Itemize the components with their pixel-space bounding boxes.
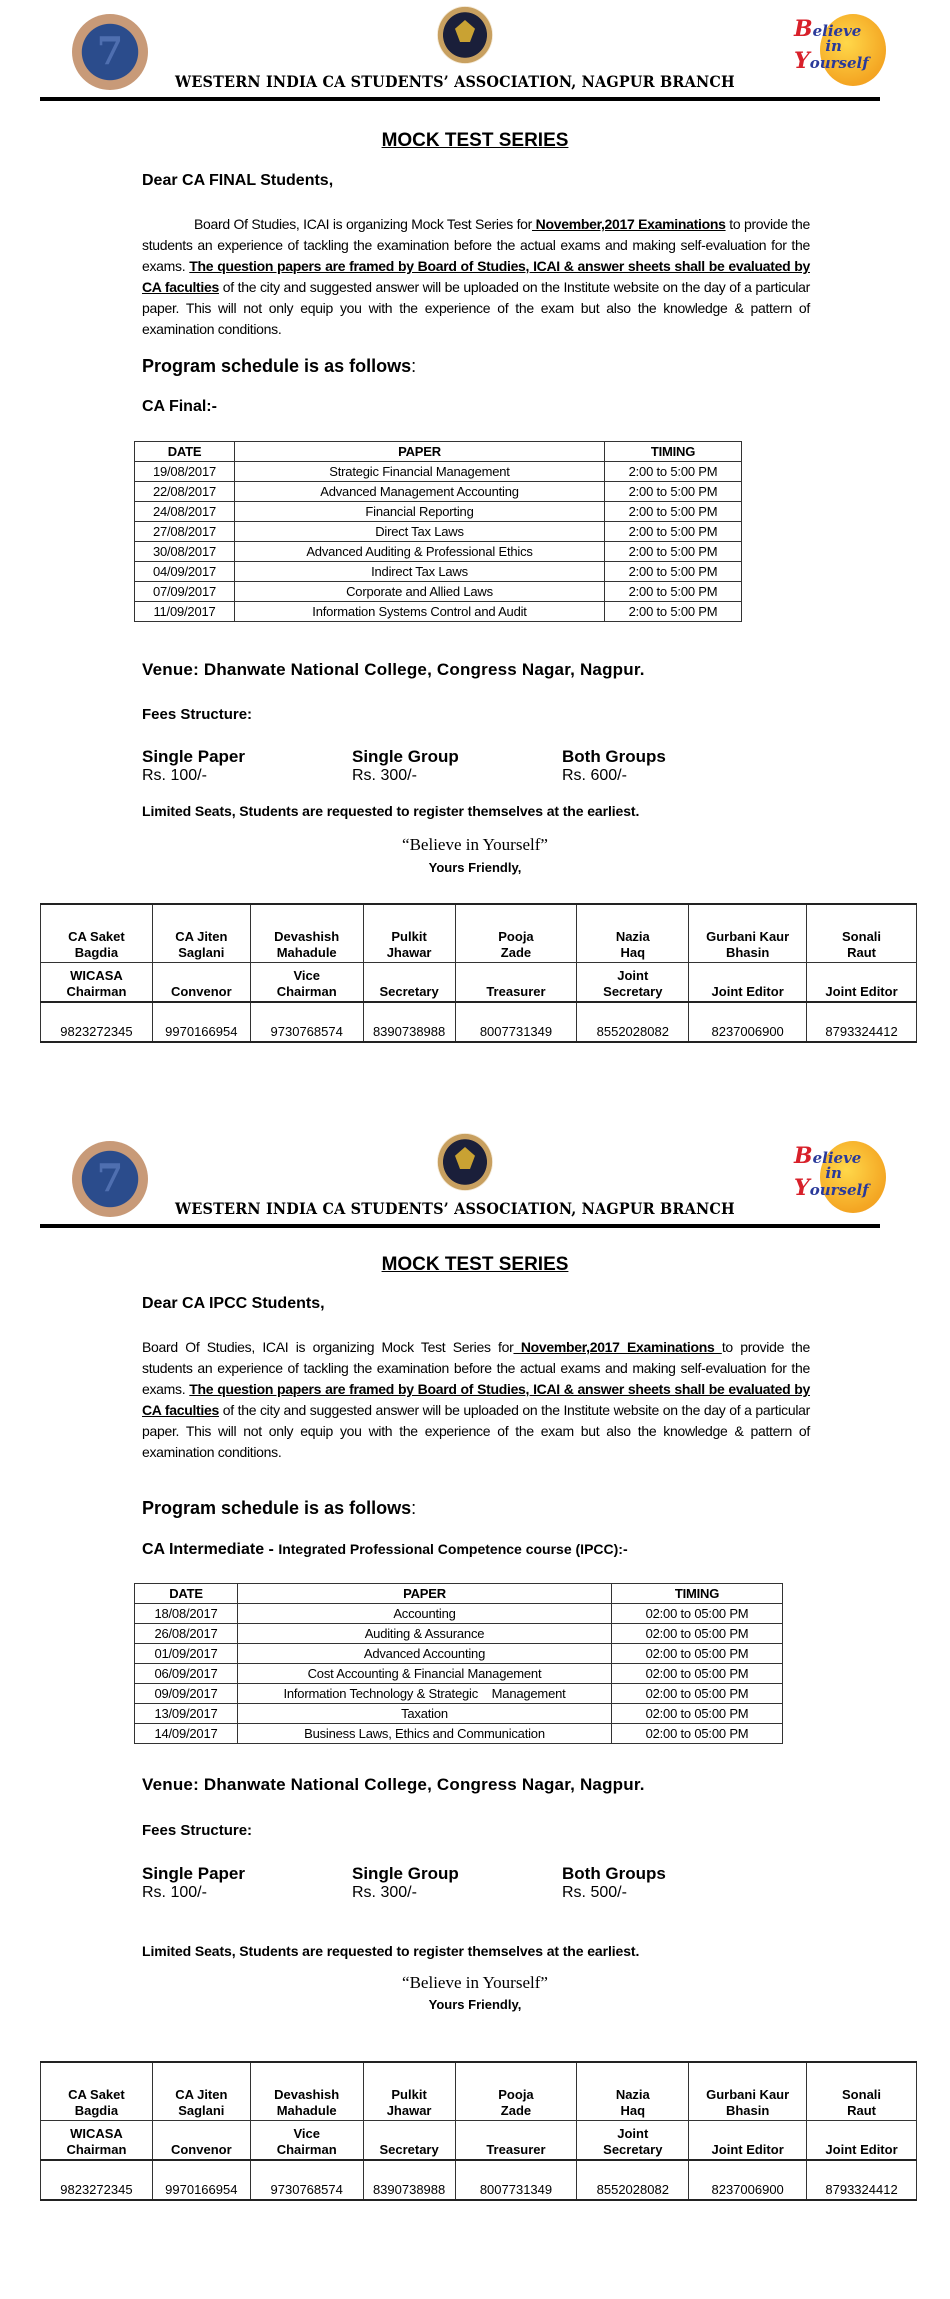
paper-cell: Taxation [238, 1704, 612, 1724]
member-name: Sonali Raut [807, 2062, 917, 2120]
course-heading: CA Final:- [142, 398, 217, 415]
fee-both-groups: Both Groups Rs. 600/- [562, 747, 666, 784]
date-cell: 09/09/2017 [135, 1684, 238, 1704]
column-header-paper: PAPER [235, 442, 605, 462]
date-cell: 06/09/2017 [135, 1664, 238, 1684]
timing-cell: 2:00 to 5:00 PM [605, 562, 742, 582]
member-role: Joint Editor [689, 2120, 807, 2160]
evaluation-highlight: The question papers are framed by Board of Studies, ICAI & answer sheets shall be evaluated by CA faculties [142, 258, 810, 295]
column-header-paper: PAPER [238, 1584, 612, 1604]
date-cell: 22/08/2017 [135, 482, 235, 502]
schedule-table [134, 1583, 783, 1744]
member-name: CA Saket Bagdia [41, 2062, 153, 2120]
venue: Venue: Dhanwate National College, Congress Nagar, Nagpur. [142, 660, 645, 679]
member-role: Joint Secretary [577, 2120, 689, 2160]
paper-cell: Advanced Management Accounting [235, 482, 605, 502]
program-heading: Program schedule is as follows: [142, 1498, 417, 1518]
schedule-table [134, 441, 742, 622]
fee-single-paper: Single Paper Rs. 100/- [142, 1864, 245, 1901]
date-cell: 07/09/2017 [135, 582, 235, 602]
timing-cell: 02:00 to 05:00 PM [612, 1684, 783, 1704]
organization-name: WESTERN INDIA CA STUDENTS’ ASSOCIATION, NAGPUR BRANCH [175, 72, 735, 91]
member-role: Secretary [363, 962, 455, 1002]
timing-cell: 2:00 to 5:00 PM [605, 522, 742, 542]
exam-session-highlight: November,2017 Examinations [532, 216, 726, 232]
member-role: Treasurer [455, 962, 577, 1002]
schedule-row [135, 522, 742, 542]
motto-quote: “Believe in Yourself” [402, 1973, 548, 1992]
paper-cell: Corporate and Allied Laws [235, 582, 605, 602]
schedule-row [135, 1664, 783, 1684]
date-cell: 26/08/2017 [135, 1624, 238, 1644]
column-header-date: DATE [135, 1584, 238, 1604]
letterhead [0, 0, 950, 100]
member-phone: 8007731349 [455, 1002, 577, 1042]
member-role: Joint Secretary [577, 962, 689, 1002]
committee-table [40, 2061, 917, 2201]
flyer-page [0, 0, 950, 1127]
date-cell: 04/09/2017 [135, 562, 235, 582]
greeting: Dear CA FINAL Students, [142, 172, 334, 189]
member-name: CA Jiten Saglani [152, 904, 250, 962]
member-name: Nazia Haq [577, 2062, 689, 2120]
schedule-row [135, 562, 742, 582]
paper-cell: Indirect Tax Laws [235, 562, 605, 582]
fee-single-group: Single Group Rs. 300/- [352, 747, 459, 784]
member-phone: 9730768574 [250, 1002, 363, 1042]
member-phone: 8390738988 [363, 2160, 455, 2200]
page-title: MOCK TEST SERIES [381, 1254, 569, 1275]
member-name: Nazia Haq [577, 904, 689, 962]
limited-seats-note: Limited Seats, Students are requested to register themselves at the earliest. [142, 803, 640, 819]
timing-cell: 02:00 to 05:00 PM [612, 1724, 783, 1744]
header-divider [40, 1224, 880, 1228]
page-title: MOCK TEST SERIES [381, 130, 569, 151]
committee-table [40, 903, 917, 1043]
fee-single-paper: Single Paper Rs. 100/- [142, 747, 245, 784]
fee-both-groups: Both Groups Rs. 500/- [562, 1864, 666, 1901]
paper-cell: Financial Reporting [235, 502, 605, 522]
limited-seats-note: Limited Seats, Students are requested to register themselves at the earliest. [142, 1943, 640, 1959]
member-name: Pulkit Jhawar [363, 2062, 455, 2120]
schedule-row [135, 1604, 783, 1624]
member-name: CA Jiten Saglani [152, 2062, 250, 2120]
member-phone: 8237006900 [689, 1002, 807, 1042]
date-cell: 19/08/2017 [135, 462, 235, 482]
date-cell: 01/09/2017 [135, 1644, 238, 1664]
committee-phones-row [41, 1002, 917, 1042]
member-phone: 9823272345 [41, 2160, 153, 2200]
wicasa-hands-logo-icon: 7 [72, 1141, 148, 1217]
member-phone: 9970166954 [152, 1002, 250, 1042]
course-heading: CA Intermediate - Integrated Professional Competence course (IPCC):- [142, 1541, 628, 1558]
sign-off: Yours Friendly, [428, 860, 522, 875]
timing-cell: 2:00 to 5:00 PM [605, 502, 742, 522]
paper-cell: Strategic Financial Management [235, 462, 605, 482]
member-role: Convenor [152, 962, 250, 1002]
member-role: Vice Chairman [250, 962, 363, 1002]
column-header-date: DATE [135, 442, 235, 462]
member-phone: 8552028082 [577, 2160, 689, 2200]
member-role: Vice Chairman [250, 2120, 363, 2160]
believe-in-yourself-logo-icon: Believe in Yourself [784, 4, 894, 90]
date-cell: 14/09/2017 [135, 1724, 238, 1744]
program-heading: Program schedule is as follows: [142, 356, 417, 376]
timing-cell: 2:00 to 5:00 PM [605, 582, 742, 602]
evaluation-highlight: The question papers are framed by Board of Studies, ICAI & answer sheets shall be evaluated by CA faculties [142, 1381, 810, 1418]
member-name: Pooja Zade [455, 904, 577, 962]
member-phone: 8793324412 [807, 1002, 917, 1042]
member-phone: 8007731349 [455, 2160, 577, 2200]
member-role: Convenor [152, 2120, 250, 2160]
date-cell: 13/09/2017 [135, 1704, 238, 1724]
schedule-row [135, 502, 742, 522]
date-cell: 27/08/2017 [135, 522, 235, 542]
member-phone: 8390738988 [363, 1002, 455, 1042]
timing-cell: 2:00 to 5:00 PM [605, 542, 742, 562]
paper-cell: Auditing & Assurance [238, 1624, 612, 1644]
header-divider [40, 97, 880, 101]
schedule-row [135, 1704, 783, 1724]
schedule-row [135, 582, 742, 602]
flyer-page [0, 1127, 950, 2254]
member-role: WICASA Chairman [41, 2120, 153, 2160]
intro-paragraph: Board Of Studies, ICAI is organizing Mock Test Series for November,2017 Examinations to provide the students an experience of tackling the examination before the actual exams and making self-evaluation for the exams. The question papers are framed by Board of Studies, ICAI & answer sheets shall be evaluated by CA faculties of the city and suggested answer will be uploaded on the Institute website on the day of a particular paper. This will not only equip you with the experience of the exam but also the knowledge & pattern of examination conditions. [142, 216, 810, 337]
timing-cell: 02:00 to 05:00 PM [612, 1604, 783, 1624]
fees-heading: Fees Structure: [142, 1822, 253, 1839]
schedule-row [135, 542, 742, 562]
member-role: Secretary [363, 2120, 455, 2160]
member-role: WICASA Chairman [41, 962, 153, 1002]
committee-roles-row [41, 2120, 917, 2160]
fee-single-group: Single Group Rs. 300/- [352, 1864, 459, 1901]
paper-cell: Advanced Auditing & Professional Ethics [235, 542, 605, 562]
schedule-header-row [135, 442, 742, 462]
member-role: Joint Editor [807, 962, 917, 1002]
paper-cell: Information Technology & Strategic Management [238, 1684, 612, 1704]
schedule-header-row [135, 1584, 783, 1604]
committee-names-row [41, 904, 917, 962]
timing-cell: 2:00 to 5:00 PM [605, 462, 742, 482]
column-header-timing: TIMING [605, 442, 742, 462]
schedule-row [135, 1644, 783, 1664]
schedule-row [135, 462, 742, 482]
member-name: Sonali Raut [807, 904, 917, 962]
committee-phones-row [41, 2160, 917, 2200]
schedule-row [135, 1724, 783, 1744]
member-phone: 9823272345 [41, 1002, 153, 1042]
column-header-timing: TIMING [612, 1584, 783, 1604]
motto-quote: “Believe in Yourself” [402, 835, 548, 854]
member-phone: 9970166954 [152, 2160, 250, 2200]
believe-in-yourself-logo-icon: Believe in Yourself [784, 1131, 894, 1217]
member-name: Devashish Mahadule [250, 2062, 363, 2120]
timing-cell: 02:00 to 05:00 PM [612, 1664, 783, 1684]
sign-off: Yours Friendly, [428, 1997, 522, 2012]
member-phone: 9730768574 [250, 2160, 363, 2200]
icai-emblem-icon [437, 6, 493, 64]
letterhead [0, 1127, 950, 1227]
organization-name: WESTERN INDIA CA STUDENTS’ ASSOCIATION, NAGPUR BRANCH [175, 1199, 735, 1218]
timing-cell: 2:00 to 5:00 PM [605, 602, 742, 622]
paper-cell: Business Laws, Ethics and Communication [238, 1724, 612, 1744]
wicasa-hands-logo-icon: 7 [72, 14, 148, 90]
paper-cell: Direct Tax Laws [235, 522, 605, 542]
member-role: Treasurer [455, 2120, 577, 2160]
fees-heading: Fees Structure: [142, 706, 253, 723]
member-name: Gurbani Kaur Bhasin [689, 2062, 807, 2120]
member-phone: 8552028082 [577, 1002, 689, 1042]
paper-cell: Advanced Accounting [238, 1644, 612, 1664]
member-role: Joint Editor [689, 962, 807, 1002]
member-name: Pooja Zade [455, 2062, 577, 2120]
schedule-row [135, 1624, 783, 1644]
member-name: Devashish Mahadule [250, 904, 363, 962]
timing-cell: 2:00 to 5:00 PM [605, 482, 742, 502]
committee-roles-row [41, 962, 917, 1002]
icai-emblem-icon [437, 1133, 493, 1191]
schedule-row [135, 482, 742, 502]
member-phone: 8237006900 [689, 2160, 807, 2200]
member-name: Gurbani Kaur Bhasin [689, 904, 807, 962]
schedule-row [135, 602, 742, 622]
paper-cell: Information Systems Control and Audit [235, 602, 605, 622]
member-role: Joint Editor [807, 2120, 917, 2160]
paper-cell: Cost Accounting & Financial Management [238, 1664, 612, 1684]
exam-session-highlight: November,2017 Examinations [513, 1339, 722, 1355]
member-name: CA Saket Bagdia [41, 904, 153, 962]
intro-paragraph: Board Of Studies, ICAI is organizing Mock Test Series for November,2017 Examinations to provide the students an experience of tackling the examination before the actual exams and making self-evaluation for the exams. The question papers are framed by Board of Studies, ICAI & answer sheets shall be evaluated by CA faculties of the city and suggested answer will be uploaded on the Institute website on the day of a particular paper. This will not only equip you with the experience of the exam but also the knowledge & pattern of examination conditions. [142, 1339, 810, 1460]
date-cell: 24/08/2017 [135, 502, 235, 522]
committee-names-row [41, 2062, 917, 2120]
timing-cell: 02:00 to 05:00 PM [612, 1644, 783, 1664]
member-name: Pulkit Jhawar [363, 904, 455, 962]
schedule-row [135, 1684, 783, 1704]
timing-cell: 02:00 to 05:00 PM [612, 1704, 783, 1724]
member-phone: 8793324412 [807, 2160, 917, 2200]
timing-cell: 02:00 to 05:00 PM [612, 1624, 783, 1644]
greeting: Dear CA IPCC Students, [142, 1295, 325, 1312]
date-cell: 11/09/2017 [135, 602, 235, 622]
date-cell: 18/08/2017 [135, 1604, 238, 1624]
venue: Venue: Dhanwate National College, Congress Nagar, Nagpur. [142, 1775, 645, 1794]
paper-cell: Accounting [238, 1604, 612, 1624]
date-cell: 30/08/2017 [135, 542, 235, 562]
